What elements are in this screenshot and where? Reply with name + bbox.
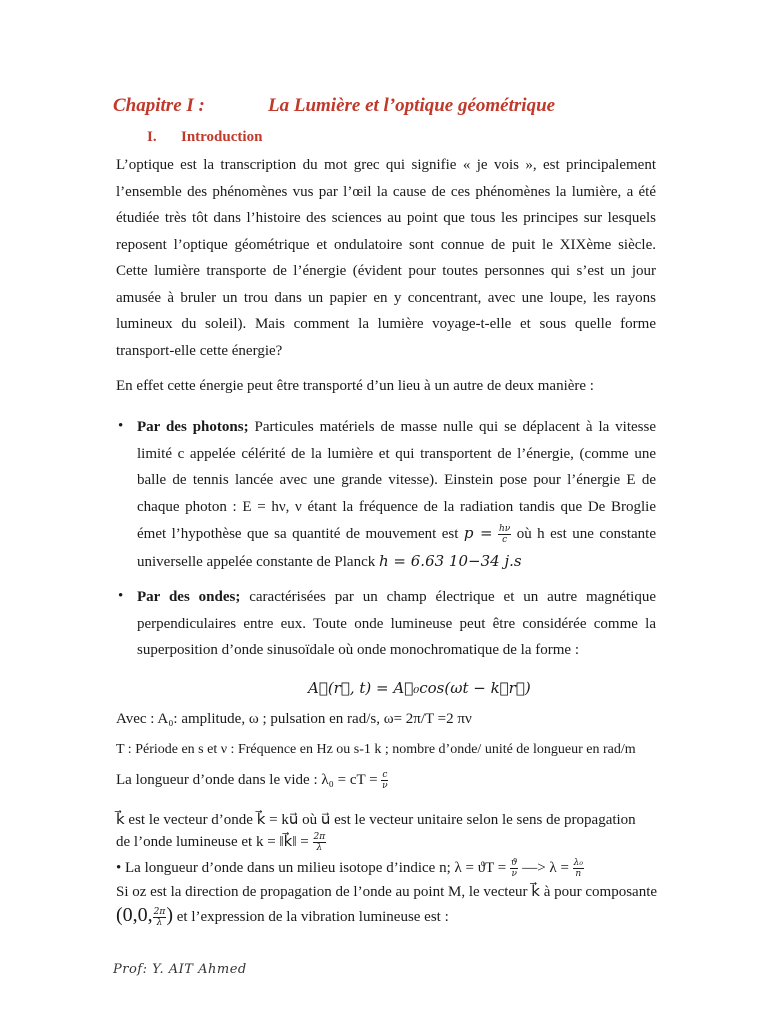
bullet-dot: • bbox=[118, 588, 124, 604]
isotope-fraction-2 bbox=[573, 858, 584, 879]
wavelength-vacuum-line bbox=[116, 770, 388, 791]
avec-line: Avec : A₀: amplitude, ω ; pulsation en rad/s, ω= 2π/T =2 πν bbox=[116, 711, 472, 727]
isotope-line bbox=[116, 858, 584, 879]
section-number: I. bbox=[147, 129, 157, 145]
photons-text-continued: où h est une constante universelle appelée constante de Planck bbox=[137, 526, 656, 570]
wavevector-line-1: k⃗ est le vecteur d’onde k⃗ = ku⃗ où u⃗ est le vecteur unitaire selon le sens de propagation bbox=[116, 812, 636, 828]
wave-equation: A⃗(r⃗, t) = A⃗₀cos(ωt − k⃗r⃗) bbox=[308, 679, 531, 697]
fraction-denominator: λ bbox=[156, 918, 163, 929]
oz-line-1: Si oz est la direction de propagation de l’onde au point M, le vecteur k⃗ à pour composante bbox=[116, 884, 658, 900]
author-signature: Prof: Y. AIT Ahmed bbox=[113, 962, 247, 977]
fraction-numerator: c bbox=[382, 770, 388, 780]
fraction-denominator: n bbox=[575, 869, 582, 879]
photons-item bbox=[137, 414, 656, 575]
photons-text: Particules matériels de masse nulle qui se déplacent à la vitesse limité c appelée célérité de la lumière et qui transportent de l’énergie, (comme une balle de tennis lancée avec une grande vitesse). Einstein pose pour l’énergie E de chaque photon : E = hν, ν étant la fréquence de la radiation tandis que De Broglie émet l’hypothèse que sa quantité de mouvement est bbox=[137, 419, 657, 542]
waves-title: Par des ondes; bbox=[137, 589, 241, 605]
period-line: T : Période en s et ν : Fréquence en Hz ou s-1 k ; nombre d’onde/ unité de longueur en rad/m bbox=[116, 742, 636, 757]
intro-paragraph: L’optique est la transcription du mot grec qui signifie « je vois », est principalement l’ensemble des phénomènes vus par l’œil la cause de ces phénomènes la lumière, a été étudiée très tôt dans l’histoire des sciences au point que tous les principes sur lesquels reposent l’optique géométrique et ondulatoire sont connue de puit le XIXème siècle. Cette lumière transporte de l’énergie (évident pour toutes personnes qui s’est un jour amusée à bruler un trou dans un papier en y concentrant, avec une loupe, les rayons lumineux du soleil). Mais comment la lumière voyage-t-elle et sous quelle forme transport-elle cette énergie? bbox=[116, 157, 656, 359]
fraction-numerator: hν bbox=[498, 524, 511, 535]
chapter-title: La Lumière et l’optique géométrique bbox=[268, 95, 556, 116]
fraction-denominator: ν bbox=[511, 869, 517, 879]
bullet-dot: • bbox=[118, 418, 124, 434]
momentum-equation: p = bbox=[463, 524, 493, 542]
fraction-numerator: ϑ bbox=[511, 858, 518, 868]
fraction-numerator: 2π bbox=[153, 907, 166, 918]
planck-constant: h = 6.63 10−34 j.s bbox=[379, 551, 522, 570]
component-suffix: ) bbox=[166, 904, 173, 926]
fraction-denominator: ν bbox=[382, 781, 388, 791]
oz-line-2 bbox=[116, 904, 449, 928]
vibration-text: et l’expression de la vibration lumineuse est : bbox=[176, 909, 449, 925]
fraction-denominator: c bbox=[502, 535, 508, 546]
transport-sentence: En effet cette énergie peut être transporté d’un lieu à un autre de deux manière : bbox=[116, 378, 594, 394]
wavelength-vacuum-text: La longueur d’onde dans le vide : λ₀ = cT = bbox=[116, 771, 378, 788]
photons-title: Par des photons; bbox=[137, 419, 249, 435]
momentum-fraction bbox=[498, 524, 511, 545]
fraction-denominator: λ bbox=[316, 843, 323, 854]
isotope-arrow: —> λ = bbox=[522, 859, 569, 876]
wavevector-fraction bbox=[313, 832, 327, 853]
isotope-fraction-1 bbox=[510, 858, 518, 879]
component-prefix: (0,0, bbox=[116, 904, 153, 926]
fraction-numerator: λ₀ bbox=[573, 858, 583, 868]
chapter-label: Chapitre I : bbox=[113, 95, 205, 116]
wavevector-line-2 bbox=[116, 832, 326, 853]
waves-text: caractérisées par un champ électrique et un autre magnétique perpendiculaires entre eux. Toute onde lumineuse peut être considérée comme la superposition d’onde sinusoïdale où onde monochromatique de la forme : bbox=[137, 589, 656, 658]
component-fraction bbox=[153, 907, 167, 928]
wavelength-vacuum-fraction bbox=[381, 770, 388, 791]
wavevector-text: de l’onde lumineuse et k = ‖k⃗‖ = bbox=[116, 834, 309, 850]
waves-item bbox=[137, 584, 656, 664]
section-title: Introduction bbox=[181, 129, 263, 145]
isotope-text: • La longueur d’onde dans un milieu isotope d’indice n; λ = ϑT = bbox=[116, 859, 507, 876]
fraction-numerator: 2π bbox=[313, 832, 326, 843]
